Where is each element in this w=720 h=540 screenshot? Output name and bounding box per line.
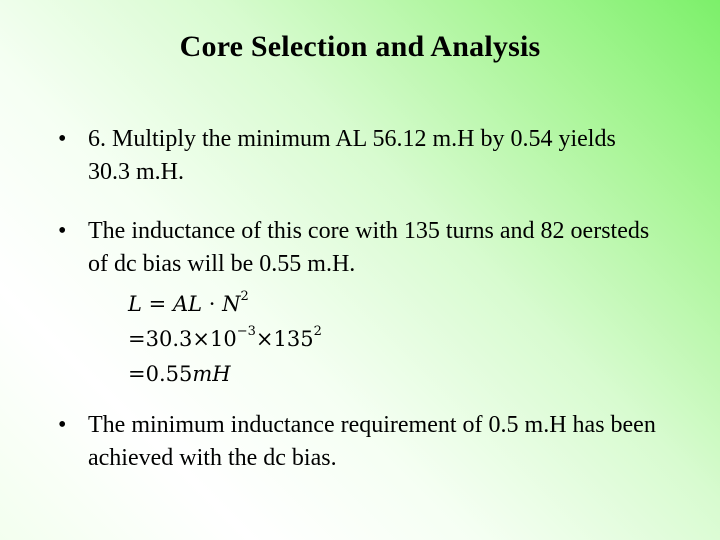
eq-symbol-al: AL xyxy=(172,292,203,316)
equation-line-1 xyxy=(128,289,249,316)
eq-times: × xyxy=(255,327,274,351)
eq-value-a: 30.3 xyxy=(145,327,193,351)
bullet-item xyxy=(58,215,658,281)
eq-equals: = xyxy=(128,327,146,351)
bullet-text: The minimum inductance requirement of 0.5 m.H has been achieved with the dc bias. xyxy=(88,412,656,471)
bullet-text: 6. Multiply the minimum AL 56.12 m.H by 0.54 yields 30.3 m.H. xyxy=(88,126,616,185)
eq-exponent: −3 xyxy=(236,324,256,339)
bullet-marker: • xyxy=(58,218,67,244)
eq-times: × xyxy=(192,327,210,351)
bullet-marker: • xyxy=(58,126,67,152)
slide-title: Core Selection and Analysis xyxy=(179,30,541,63)
eq-equals: = xyxy=(128,362,146,386)
eq-result-unit: mH xyxy=(192,362,231,386)
bullet-item xyxy=(58,123,658,189)
eq-exponent: 2 xyxy=(240,289,249,304)
equation-line-3 xyxy=(128,362,231,386)
eq-value-b: 10 xyxy=(209,327,237,351)
bullet-marker: • xyxy=(58,412,67,438)
bullet-item xyxy=(58,409,658,475)
bullet-text: The inductance of this core with 135 turns and 82 oersteds of dc bias will be 0.55 m.H. xyxy=(88,218,650,277)
eq-equals: = xyxy=(148,292,167,316)
eq-value-c: 135 xyxy=(273,327,314,351)
equation-line-2 xyxy=(128,324,322,351)
eq-result-value: 0.55 xyxy=(145,362,193,386)
eq-exponent: 2 xyxy=(313,324,322,339)
eq-symbol-l: L xyxy=(128,292,142,316)
eq-symbol-n: N xyxy=(222,292,241,316)
inductance-equation xyxy=(128,290,388,400)
eq-dot: · xyxy=(208,292,216,316)
